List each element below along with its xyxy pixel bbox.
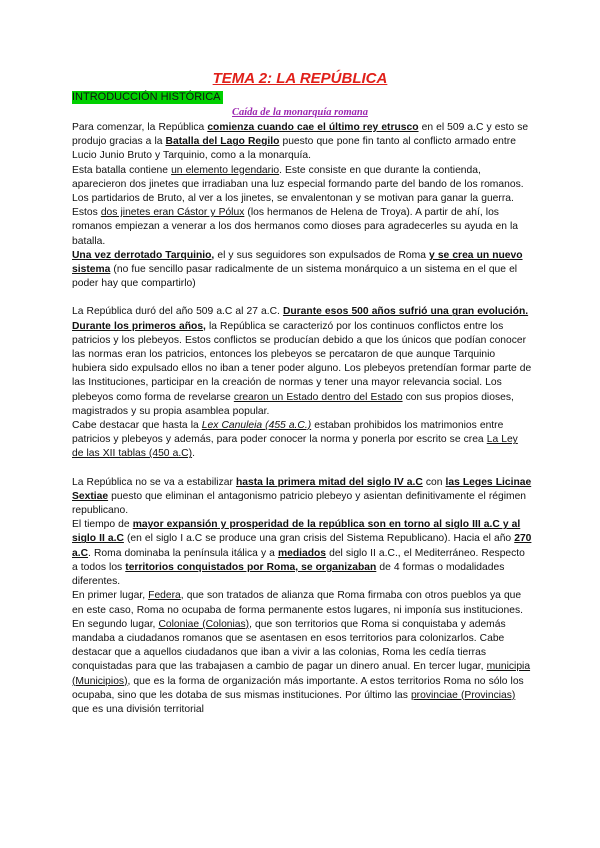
paragraph-2: Esta batalla contiene un elemento legendario. Este consiste en que durante la contienda, aparecieron dos jinetes que irradiaban una luz especial formando parte del bando de los romanos. Los partidarios de Bruto, al ver a los jinetes, se envalentonan y se motivan para ganar la guerra. Estos dos jinetes eran Cástor y Pólux (los hermanos de Helena de Troya). A partir de ahí, los romanos empiezan a venerar a los dos hermanos como dioses para agradecerles su ayuda en la batalla. (72, 164, 524, 247)
section-subtitle: Caída de la monarquía romana (232, 107, 368, 118)
paragraph-7: La República no se va a estabilizar hasta la primera mitad del siglo IV a.C con las Leges Licinae Sextiae puesto que eliminan el antagonismo patricio plebeyo y asientan definitivamente el régimen republicano. (72, 476, 532, 517)
section-heading-highlighted: INTRODUCCIÓN HISTÓRICA (72, 91, 221, 103)
page-title: TEMA 2: LA REPÚBLICA (212, 70, 388, 87)
paragraph-1: Para comenzar, la República comienza cuando cae el último rey etrusco en el 509 a.C y esto se produjo gracias a la Batalla del Lago Regilo puesto que pone fin tanto al conflicto armado entre Lucio Junio Bruto y Tarquinio, como a la monarquía. (72, 122, 529, 162)
paragraph-8: El tiempo de mayor expansión y prosperidad de la república son en torno al siglo III a.C y al siglo II a.C (en el siglo I a.C se produce una gran crisis del Sistema Republicano). Hacia el año 270 a.C. Roma dominaba la península itálica y a mediados del siglo II a.C., el Mediterráneo. Respecto a todos los territorios conquistados por Roma, se organizaban de 4 formas o modalidades diferentes. (72, 519, 532, 588)
paragraph-4: La República duró del año 509 a.C al 27 a.C. Durante esos 500 años sufrió una gran evolución. (72, 306, 529, 318)
paragraph-6: Cabe destacar que hasta la Lex Canuleia (455 a.C.) estaban prohibidos los matrimonios entre patricios y plebeyos y además, para poder conocer la norma y ponerla por escrito se crea La Ley de las XII tablas (450 a.C). (72, 420, 518, 460)
document-body (72, 121, 532, 717)
paragraph-3: Una vez derrotado Tarquinio, el y sus seguidores son expulsados de Roma y se crea un nuevo sistema (no fue sencillo pasar radicalmente de un sistema monárquico a un sistema en el que el poder hay que compartirlo) (72, 249, 523, 290)
paragraph-9: En primer lugar, Federa, que son tratados de alianza que Roma firmaba con otros pueblos ya que en este caso, Roma no ocupaba de forma permanente estos lugares, ni imponía sus instituciones. En segundo lugar, Coloniae (Colonias), que son territorios que Roma si conquistaba y además mandaba a ciudadanos romanos que se asentasen en esos territorios para colonizarlos. Cabe destacar que a aquellos ciudadanos que iban a vivir a las colonias, Roma les cedía tierras conquistadas para que las trabajasen a cambio de pagar un dinero anual. En tercer lugar, municipia (Municipios), que es la forma de organización más importante. A estos territorios Roma no sólo los ocupaba, sino que les dotaba de sus mismas instituciones. Por último las provinciae (Provincias) que es una división territorial (72, 590, 531, 715)
paragraph-5: Durante los primeros años, la República se caracterizó por los continuos conflictos entre los patricios y los plebeyos. Estos conflictos se producían debido a que los únicos que podían conocer las normas eran los patricios, entonces los plebeyos se percataron de que aunque Tarquinio hubiera sido expulsado ellos no iban a tener poder alguno. Los plebeyos pretendían formar parte de las Instituciones, participar en la creación de normas y tener una mayor relevancia social. Los plebeyos como forma de revelarse crearon un Estado dentro del Estado con sus propios dioses, magistrados y su propia asamblea popular. (72, 320, 532, 417)
